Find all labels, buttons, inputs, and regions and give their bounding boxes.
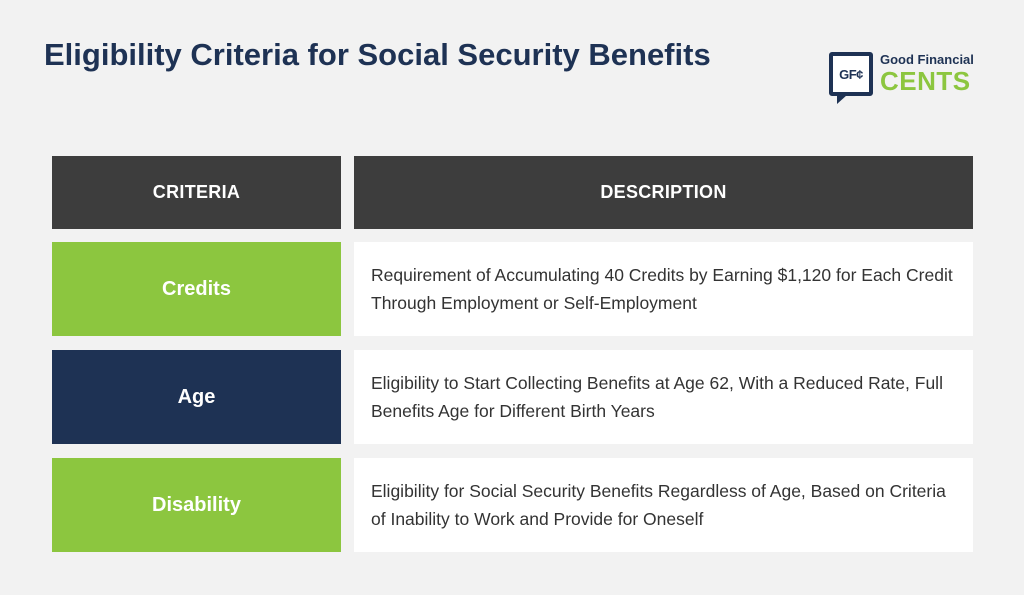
logo-line-2: CENTS [880, 66, 971, 96]
brand-logo [829, 52, 989, 102]
criteria-age: Age [52, 350, 341, 444]
header-criteria: CRITERIA [52, 156, 341, 229]
description-disability: Eligibility for Social Security Benefits Regardless of Age, Based on Criteria of Inability to Work and Provide for Oneself [354, 458, 973, 552]
criteria-credits: Credits [52, 242, 341, 336]
logo-mark-icon: GF¢ [829, 52, 873, 96]
header-description: DESCRIPTION [354, 156, 973, 229]
page-title: Eligibility Criteria for Social Security Benefits [44, 37, 711, 72]
logo-wordmark [880, 52, 974, 95]
description-age: Eligibility to Start Collecting Benefits at Age 62, With a Reduced Rate, Full Benefits Age for Different Birth Years [354, 350, 973, 444]
criteria-disability: Disability [52, 458, 341, 552]
logo-line-1: Good Financial [880, 52, 974, 67]
description-credits: Requirement of Accumulating 40 Credits by Earning $1,120 for Each Credit Through Employment or Self-Employment [354, 242, 973, 336]
